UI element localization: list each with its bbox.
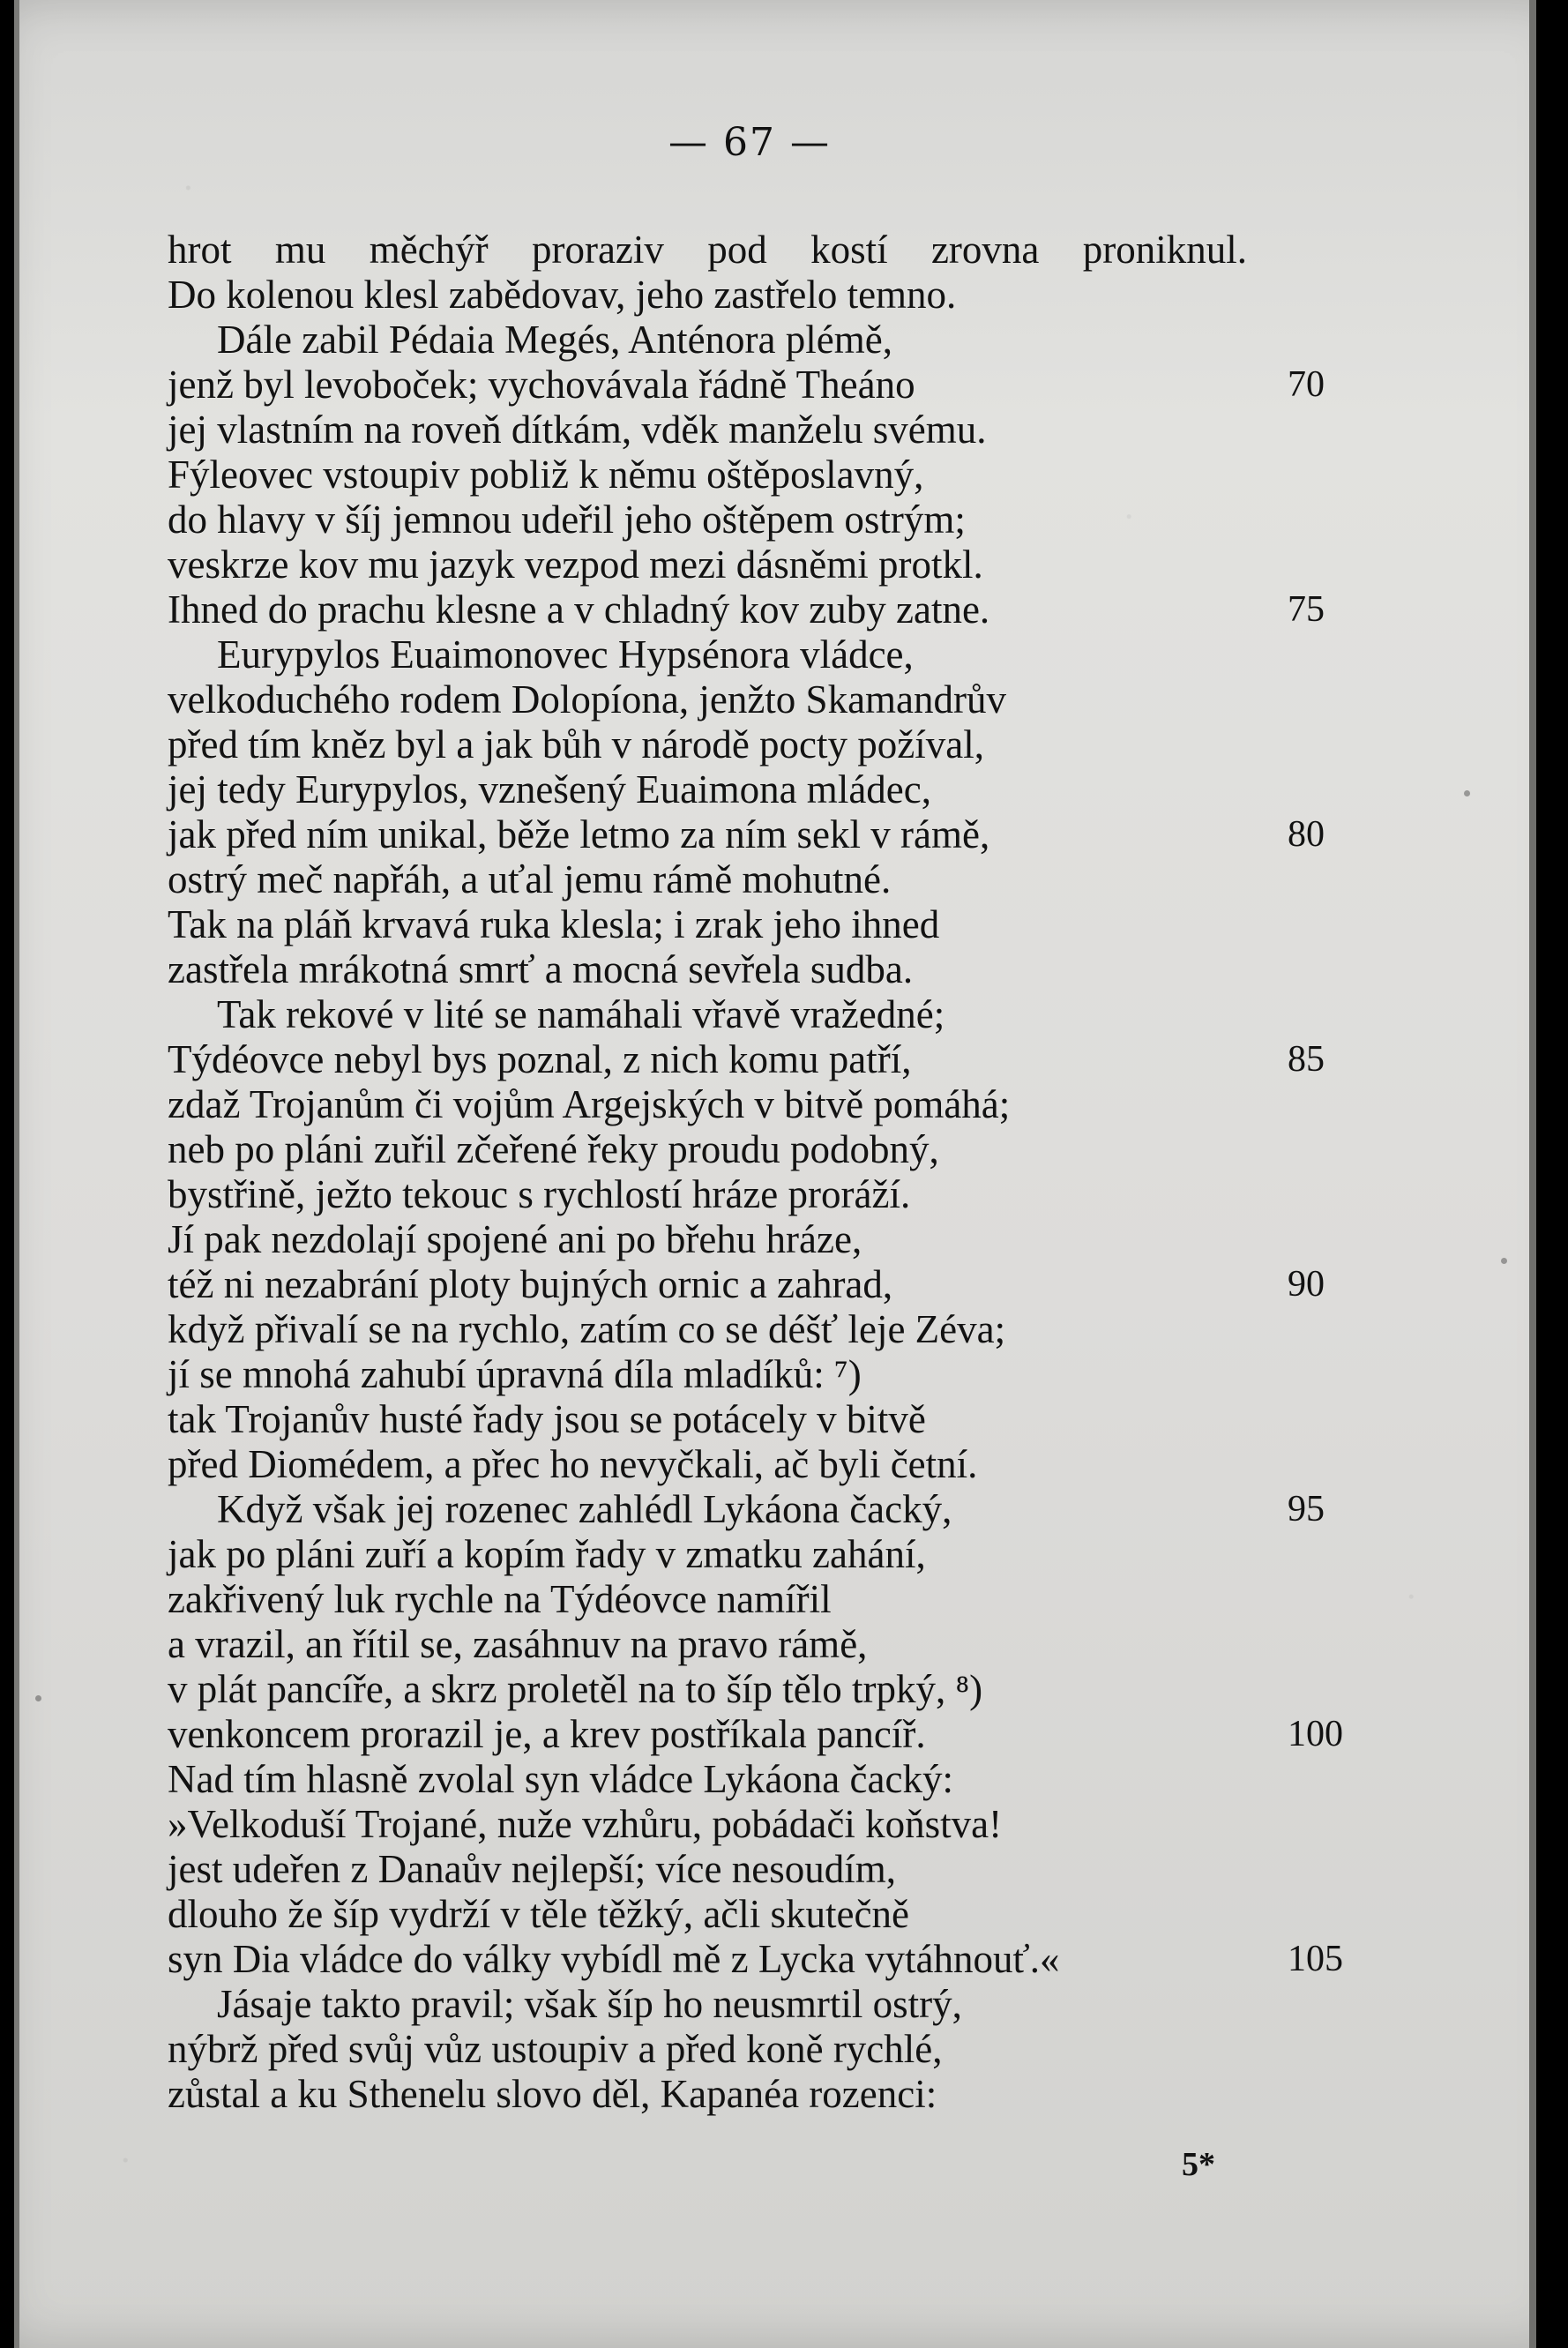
verse-line xyxy=(168,587,1367,632)
verse-line xyxy=(168,408,1367,452)
verse-line-number: 85 xyxy=(1288,1039,1325,1080)
printer-signature-mark: 5* xyxy=(1182,2146,1215,2183)
verse-line-text: jest udeřen z Danaův nejlepší; více nesoudím, xyxy=(168,1847,896,1891)
verse-line-text: Nad tím hlasně zvolal syn vládce Lykáona čacký: xyxy=(168,1757,953,1801)
verse-line-text: velkoduchého rodem Dolopíona, jenžto Skamandrův xyxy=(168,677,1007,722)
verse-line xyxy=(168,273,1367,318)
verse-line xyxy=(168,1352,1367,1397)
verse-line-text: jej vlastním na roveň dítkám, vděk manželu svému. xyxy=(168,408,987,452)
verse-line xyxy=(168,1577,1367,1622)
page-left-edge xyxy=(0,0,14,2348)
verse-line-text: zastřela mrákotná smrť a mocná sevřela sudba. xyxy=(168,947,914,991)
verse-line-text: Tak na pláň krvavá ruka klesla; i zrak jeho ihned xyxy=(168,902,940,946)
verse-line xyxy=(168,632,1367,677)
verse-line-text: Tak rekové v lité se namáhali vřavě vražedné; xyxy=(217,992,945,1036)
verse-line-text: před tím kněz byl a jak bůh v národě pocty požíval, xyxy=(168,722,984,766)
verse-line xyxy=(168,1127,1367,1172)
verse-line-text: Ihned do prachu klesne a v chladný kov zuby zatne. xyxy=(168,587,990,632)
verse-line-text: jenž byl levoboček; vychovávala řádně Theáno xyxy=(168,363,915,407)
verse-line xyxy=(168,363,1367,408)
verse-line-number: 100 xyxy=(1288,1714,1343,1754)
verse-line-number: 70 xyxy=(1288,364,1325,405)
verse-line-text: před Diomédem, a přec ho nevyčkali, ač byli četní. xyxy=(168,1442,978,1486)
verse-line xyxy=(168,767,1367,812)
verse-line-text: hrot mu měchýř proraziv pod kostí zrovna proniknul. xyxy=(168,228,1247,272)
verse-line xyxy=(168,1397,1367,1442)
verse-line-text: a vrazil, an řítil se, zasáhnuv na pravo rámě, xyxy=(168,1622,868,1666)
verse-line xyxy=(168,1802,1367,1847)
print-speck xyxy=(1464,790,1470,796)
verse-line-text: tak Trojanův husté řady jsou se potácely v bitvě xyxy=(168,1397,926,1441)
verse-line-text: Fýleovec vstoupiv pobliž k němu oštěposlavný, xyxy=(168,452,924,497)
verse-line xyxy=(168,2072,1367,2117)
verse-line-text: veskrze kov mu jazyk vezpod mezi dásněmi protkl. xyxy=(168,542,983,587)
verse-line-text: venkoncem prorazil je, a krev postříkala pancíř. xyxy=(168,1712,926,1756)
verse-line xyxy=(168,1442,1367,1487)
verse-line xyxy=(168,452,1367,497)
verse-line-number: 105 xyxy=(1288,1939,1343,1979)
verse-line-text: v plát pancíře, a skrz proletěl na to šíp tělo trpký, ⁸) xyxy=(168,1667,983,1711)
verse-line xyxy=(168,2027,1367,2072)
verse-line xyxy=(168,947,1367,992)
verse-line-text: syn Dia vládce do války vybídl mě z Lycka vytáhnouť.« xyxy=(168,1937,1060,1981)
verse-line xyxy=(168,1712,1367,1757)
verse-line xyxy=(168,1307,1367,1352)
verse-line-text: jak po pláni zuří a kopím řady v zmatku zahání, xyxy=(168,1532,926,1576)
verse-line-number: 95 xyxy=(1288,1489,1325,1529)
verse-line xyxy=(168,542,1367,587)
verse-line xyxy=(168,677,1367,722)
print-speck xyxy=(35,1695,41,1701)
verse-line-text: dlouho že šíp vydrží v těle těžký, ačli skutečně xyxy=(168,1892,909,1936)
verse-line xyxy=(168,1037,1367,1082)
verse-line-text: Dále zabil Pédaia Megés, Anténora plémě, xyxy=(217,318,892,362)
verse-line-text: jak před ním unikal, běže letmo za ním sekl v rámě, xyxy=(168,812,990,856)
verse-line xyxy=(168,722,1367,767)
verse-line-text: neb po pláni zuřil zčeřené řeky proudu podobný, xyxy=(168,1127,939,1171)
verse-line-text: jí se mnohá zahubí úpravná díla mladíků: ⁷) xyxy=(168,1352,862,1396)
verse-line-text: »Velkoduší Trojané, nuže vzhůru, pobádači koňstva! xyxy=(168,1802,1003,1846)
verse-line xyxy=(168,1487,1367,1532)
verse-line-text: zdaž Trojanům či vojům Argejských v bitvě pomáhá; xyxy=(168,1082,1011,1126)
print-speck xyxy=(1501,1258,1507,1264)
verse-line-number: 90 xyxy=(1288,1264,1325,1305)
verse-line xyxy=(168,1217,1367,1262)
verse-line-text: ostrý meč napřáh, a uťal jemu rámě mohutné. xyxy=(168,857,892,901)
verse-line-text: Týdéovce nebyl bys poznal, z nich komu patří, xyxy=(168,1037,912,1081)
page-number-header: — 67 — xyxy=(668,120,831,165)
verse-line xyxy=(168,1982,1367,2027)
verse-line xyxy=(168,1082,1367,1127)
verse-line-number: 75 xyxy=(1288,589,1325,630)
verse-line xyxy=(168,812,1367,857)
verse-line xyxy=(168,1262,1367,1307)
verse-line xyxy=(168,497,1367,542)
verse-line-text: Když však jej rozenec zahlédl Lykáona čacký, xyxy=(217,1487,952,1531)
verse-line xyxy=(168,1622,1367,1667)
verse-line xyxy=(168,1847,1367,1892)
verse-line xyxy=(168,1172,1367,1217)
verse-line xyxy=(168,1892,1367,1937)
verse-line-text: Jí pak nezdolají spojené ani po břehu hráze, xyxy=(168,1217,862,1261)
verse-line-text: zakřivený luk rychle na Týdéovce namířil xyxy=(168,1577,832,1621)
verse-line-text: do hlavy v šíj jemnou udeřil jeho oštěpem ostrým; xyxy=(168,497,966,542)
verse-block xyxy=(168,228,1367,2117)
verse-line xyxy=(168,857,1367,902)
verse-line-text: jej tedy Eurypylos, vznešený Euaimona mládec, xyxy=(168,767,931,811)
verse-line xyxy=(168,1757,1367,1802)
verse-line-text: Do kolenou klesl zabědovav, jeho zastřelo temno. xyxy=(168,273,957,317)
verse-line-text: zůstal a ku Sthenelu slovo děl, Kapanéa rozenci: xyxy=(168,2072,937,2116)
verse-line xyxy=(168,1937,1367,1982)
verse-line-text: když přivalí se na rychlo, zatím co se déšť leje Zéva; xyxy=(168,1307,1006,1351)
verse-line xyxy=(168,1667,1367,1712)
verse-line-text: Eurypylos Euaimonovec Hypsénora vládce, xyxy=(217,632,914,677)
verse-line-text: bystřině, ježto tekouc s rychlostí hráze proráží. xyxy=(168,1172,911,1216)
verse-line xyxy=(168,228,1367,273)
verse-line-text: Jásaje takto pravil; však šíp ho neusmrtil ostrý, xyxy=(217,1982,962,2026)
verse-line xyxy=(168,992,1367,1037)
page-left-gutter xyxy=(14,0,19,2348)
verse-line-text: nýbrž před svůj vůz ustoupiv a před koně rychlé, xyxy=(168,2027,943,2071)
verse-line-text: též ni nezabrání ploty bujných ornic a zahrad, xyxy=(168,1262,893,1306)
verse-line xyxy=(168,1532,1367,1577)
page-right-gutter xyxy=(1529,0,1536,2348)
verse-line-number: 80 xyxy=(1288,814,1325,855)
verse-line xyxy=(168,902,1367,947)
verse-line xyxy=(168,318,1367,363)
page-right-edge xyxy=(1536,0,1568,2348)
